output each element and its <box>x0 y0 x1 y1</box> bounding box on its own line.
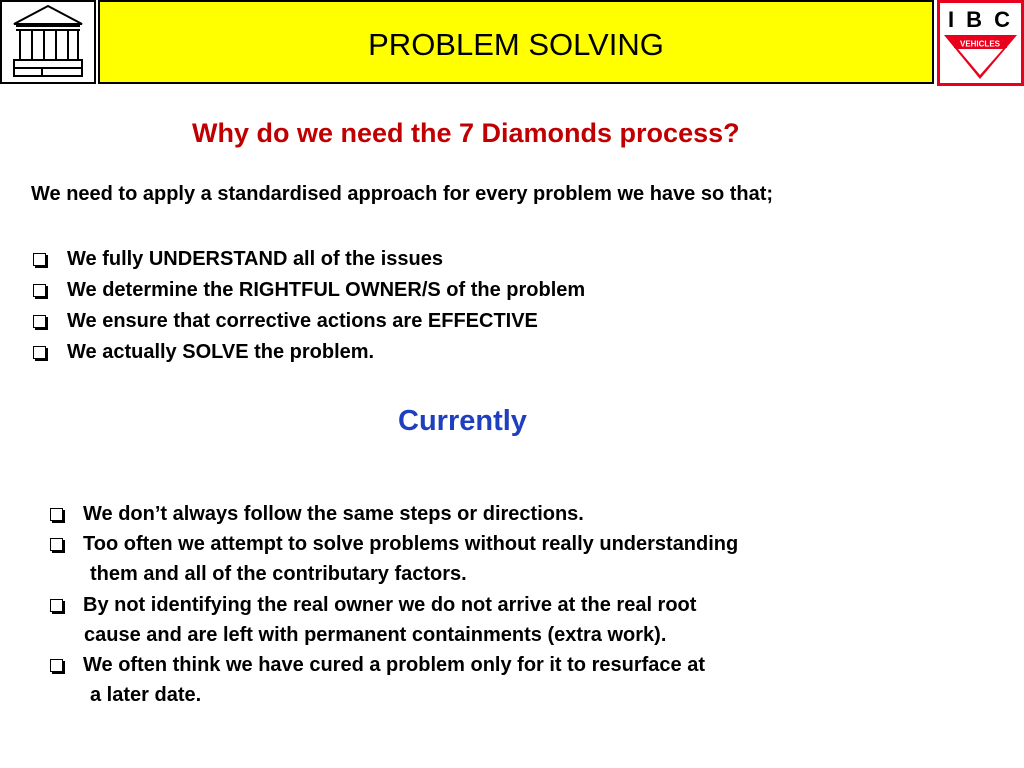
list-item <box>50 590 738 650</box>
intro-text: We need to apply a standardised approach for every problem we have so that; <box>31 183 774 205</box>
ibc-sub: VEHICLES <box>959 39 1001 49</box>
checkbox-bullet-icon <box>50 538 63 551</box>
list-item-text: We don’t always follow the same steps or directions. <box>83 503 584 525</box>
list-item <box>33 244 585 275</box>
slide-header <box>0 0 1024 86</box>
building-icon <box>2 2 94 82</box>
list-item <box>50 499 738 529</box>
list-item-text: We actually SOLVE the problem. <box>67 341 375 363</box>
list-item <box>33 275 585 306</box>
checkbox-bullet-icon <box>33 346 46 359</box>
checkbox-bullet-icon <box>50 659 63 672</box>
currently-heading: Currently <box>398 405 527 437</box>
reasons-list <box>33 244 585 368</box>
currently-list <box>50 499 738 710</box>
list-item-text: We often think we have cured a problem only for it to resurface at <box>83 654 705 677</box>
list-item <box>50 650 738 710</box>
list-item-text: Too often we attempt to solve problems without really understanding <box>83 533 739 556</box>
list-item-continuation: cause and are left with permanent containments (extra work). <box>84 623 667 646</box>
list-item-text: We ensure that corrective actions are EFFECTIVE <box>67 310 538 332</box>
checkbox-bullet-icon <box>50 599 63 612</box>
list-item-text: We fully UNDERSTAND all of the issues <box>67 248 443 270</box>
checkbox-bullet-icon <box>33 315 46 328</box>
ibc-triangle-icon <box>940 33 1021 83</box>
checkbox-bullet-icon <box>50 508 63 521</box>
list-item-continuation: them and all of the contributary factors. <box>90 563 467 586</box>
list-item-text: We determine the RIGHTFUL OWNER/S of the problem <box>67 279 586 301</box>
checkbox-bullet-icon <box>33 284 46 297</box>
list-item-text: By not identifying the real owner we do not arrive at the real root <box>83 593 697 616</box>
list-item-continuation: a later date. <box>90 684 202 707</box>
list-item <box>50 529 738 589</box>
list-item <box>33 337 585 368</box>
title-band <box>98 0 934 84</box>
ibc-brand: I B C <box>947 7 1014 32</box>
checkbox-bullet-icon <box>33 253 46 266</box>
ibc-logo <box>937 0 1024 86</box>
list-item <box>33 306 585 337</box>
page-title: PROBLEM SOLVING <box>368 27 664 62</box>
building-logo <box>0 0 96 84</box>
question-heading: Why do we need the 7 Diamonds process? <box>192 118 740 148</box>
